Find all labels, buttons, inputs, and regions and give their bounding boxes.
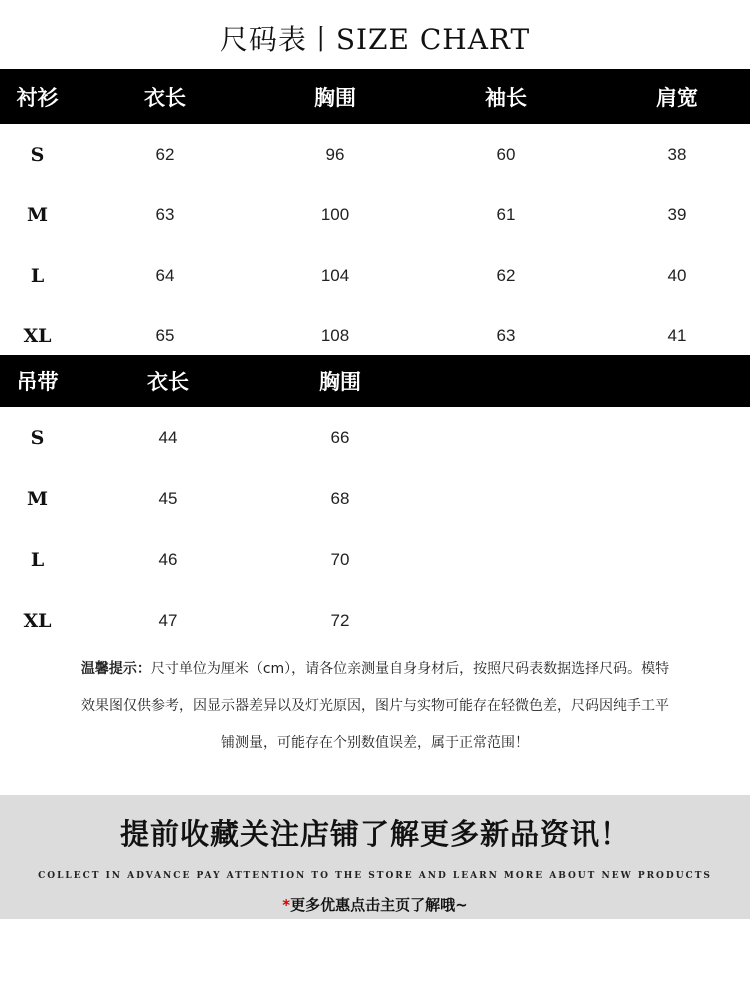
banner-headline: 提前收藏关注店铺了解更多新品资讯！ xyxy=(119,817,630,851)
table-cell: 68 xyxy=(330,489,350,508)
table-cell: 62 xyxy=(155,145,175,164)
table-cell: 41 xyxy=(667,326,687,345)
table-cell: 100 xyxy=(320,205,350,224)
table-cell: 63 xyxy=(155,205,175,224)
table-cell: 66 xyxy=(330,428,350,447)
table-row xyxy=(0,316,750,356)
table-cell: 44 xyxy=(158,428,178,447)
table-row xyxy=(0,601,750,641)
shirt-header-length: 衣长 xyxy=(144,84,186,110)
table-row xyxy=(0,135,750,175)
table-cell: 47 xyxy=(158,611,178,630)
table-cell: 108 xyxy=(320,326,350,345)
size-label: S xyxy=(30,427,45,449)
tip-line-2: 效果图仅供参考，因显示器差异以及灯光原因，图片与实物可能存在轻微色差，尺码因纯手工平 xyxy=(81,698,669,714)
table-cell: 61 xyxy=(496,205,516,224)
size-label: M xyxy=(26,488,49,510)
follow-store-banner xyxy=(0,795,750,919)
size-label: S xyxy=(30,144,45,166)
size-label: L xyxy=(30,549,45,571)
camisole-table-header xyxy=(0,355,750,407)
shirt-table-header xyxy=(0,69,750,124)
tip-label: 温馨提示： xyxy=(80,661,151,677)
table-row xyxy=(0,418,750,458)
size-tip xyxy=(40,651,710,762)
table-cell: 40 xyxy=(667,266,687,285)
shirt-header-shoulder: 肩宽 xyxy=(656,84,698,110)
size-label: XL xyxy=(23,610,52,632)
table-cell: 96 xyxy=(325,145,345,164)
shirt-header-sleeve: 袖长 xyxy=(485,84,527,110)
table-row xyxy=(0,256,750,296)
tip-line-3: 铺测量，可能存在个别数值误差，属于正常范围！ xyxy=(221,735,529,751)
table-cell: 38 xyxy=(667,145,687,164)
table-cell: 63 xyxy=(496,326,516,345)
banner-english-subtitle: COLLECT IN ADVANCE PAY ATTENTION TO THE STORE AND LEARN MORE ABOUT NEW PRODUCTS xyxy=(38,871,712,881)
table-row xyxy=(0,540,750,580)
table-cell: 65 xyxy=(155,326,175,345)
table-cell: 72 xyxy=(330,611,350,630)
table-cell: 45 xyxy=(158,489,178,508)
table-cell: 64 xyxy=(155,266,175,285)
table-cell: 39 xyxy=(667,205,687,224)
size-label: M xyxy=(26,204,49,226)
table-cell: 70 xyxy=(330,550,350,569)
table-cell: 46 xyxy=(158,550,178,569)
size-label: XL xyxy=(23,325,52,347)
tip-line-1 xyxy=(40,651,710,688)
table-cell: 104 xyxy=(320,266,350,285)
table-cell: 62 xyxy=(496,266,516,285)
asterisk: * xyxy=(282,896,291,914)
tip-text: 尺寸单位为厘米（cm），请各位亲测量自身身材后，按照尺码表数据选择尺码。模特 xyxy=(150,661,670,677)
camisole-header-length: 衣长 xyxy=(147,369,189,394)
camisole-header-chest: 胸围 xyxy=(319,369,361,394)
table-cell: 60 xyxy=(496,145,516,164)
table-row xyxy=(0,479,750,519)
size-label: L xyxy=(30,265,45,287)
homepage-link[interactable] xyxy=(0,894,750,915)
camisole-header-category: 吊带 xyxy=(16,369,59,394)
page-title: 尺码表丨SIZE CHART xyxy=(219,23,531,56)
table-row xyxy=(0,195,750,235)
shirt-header-category: 衬衫 xyxy=(16,84,59,110)
shirt-header-chest: 胸围 xyxy=(314,84,356,110)
homepage-link-label: 更多优惠点击主页了解哦~ xyxy=(290,896,468,914)
